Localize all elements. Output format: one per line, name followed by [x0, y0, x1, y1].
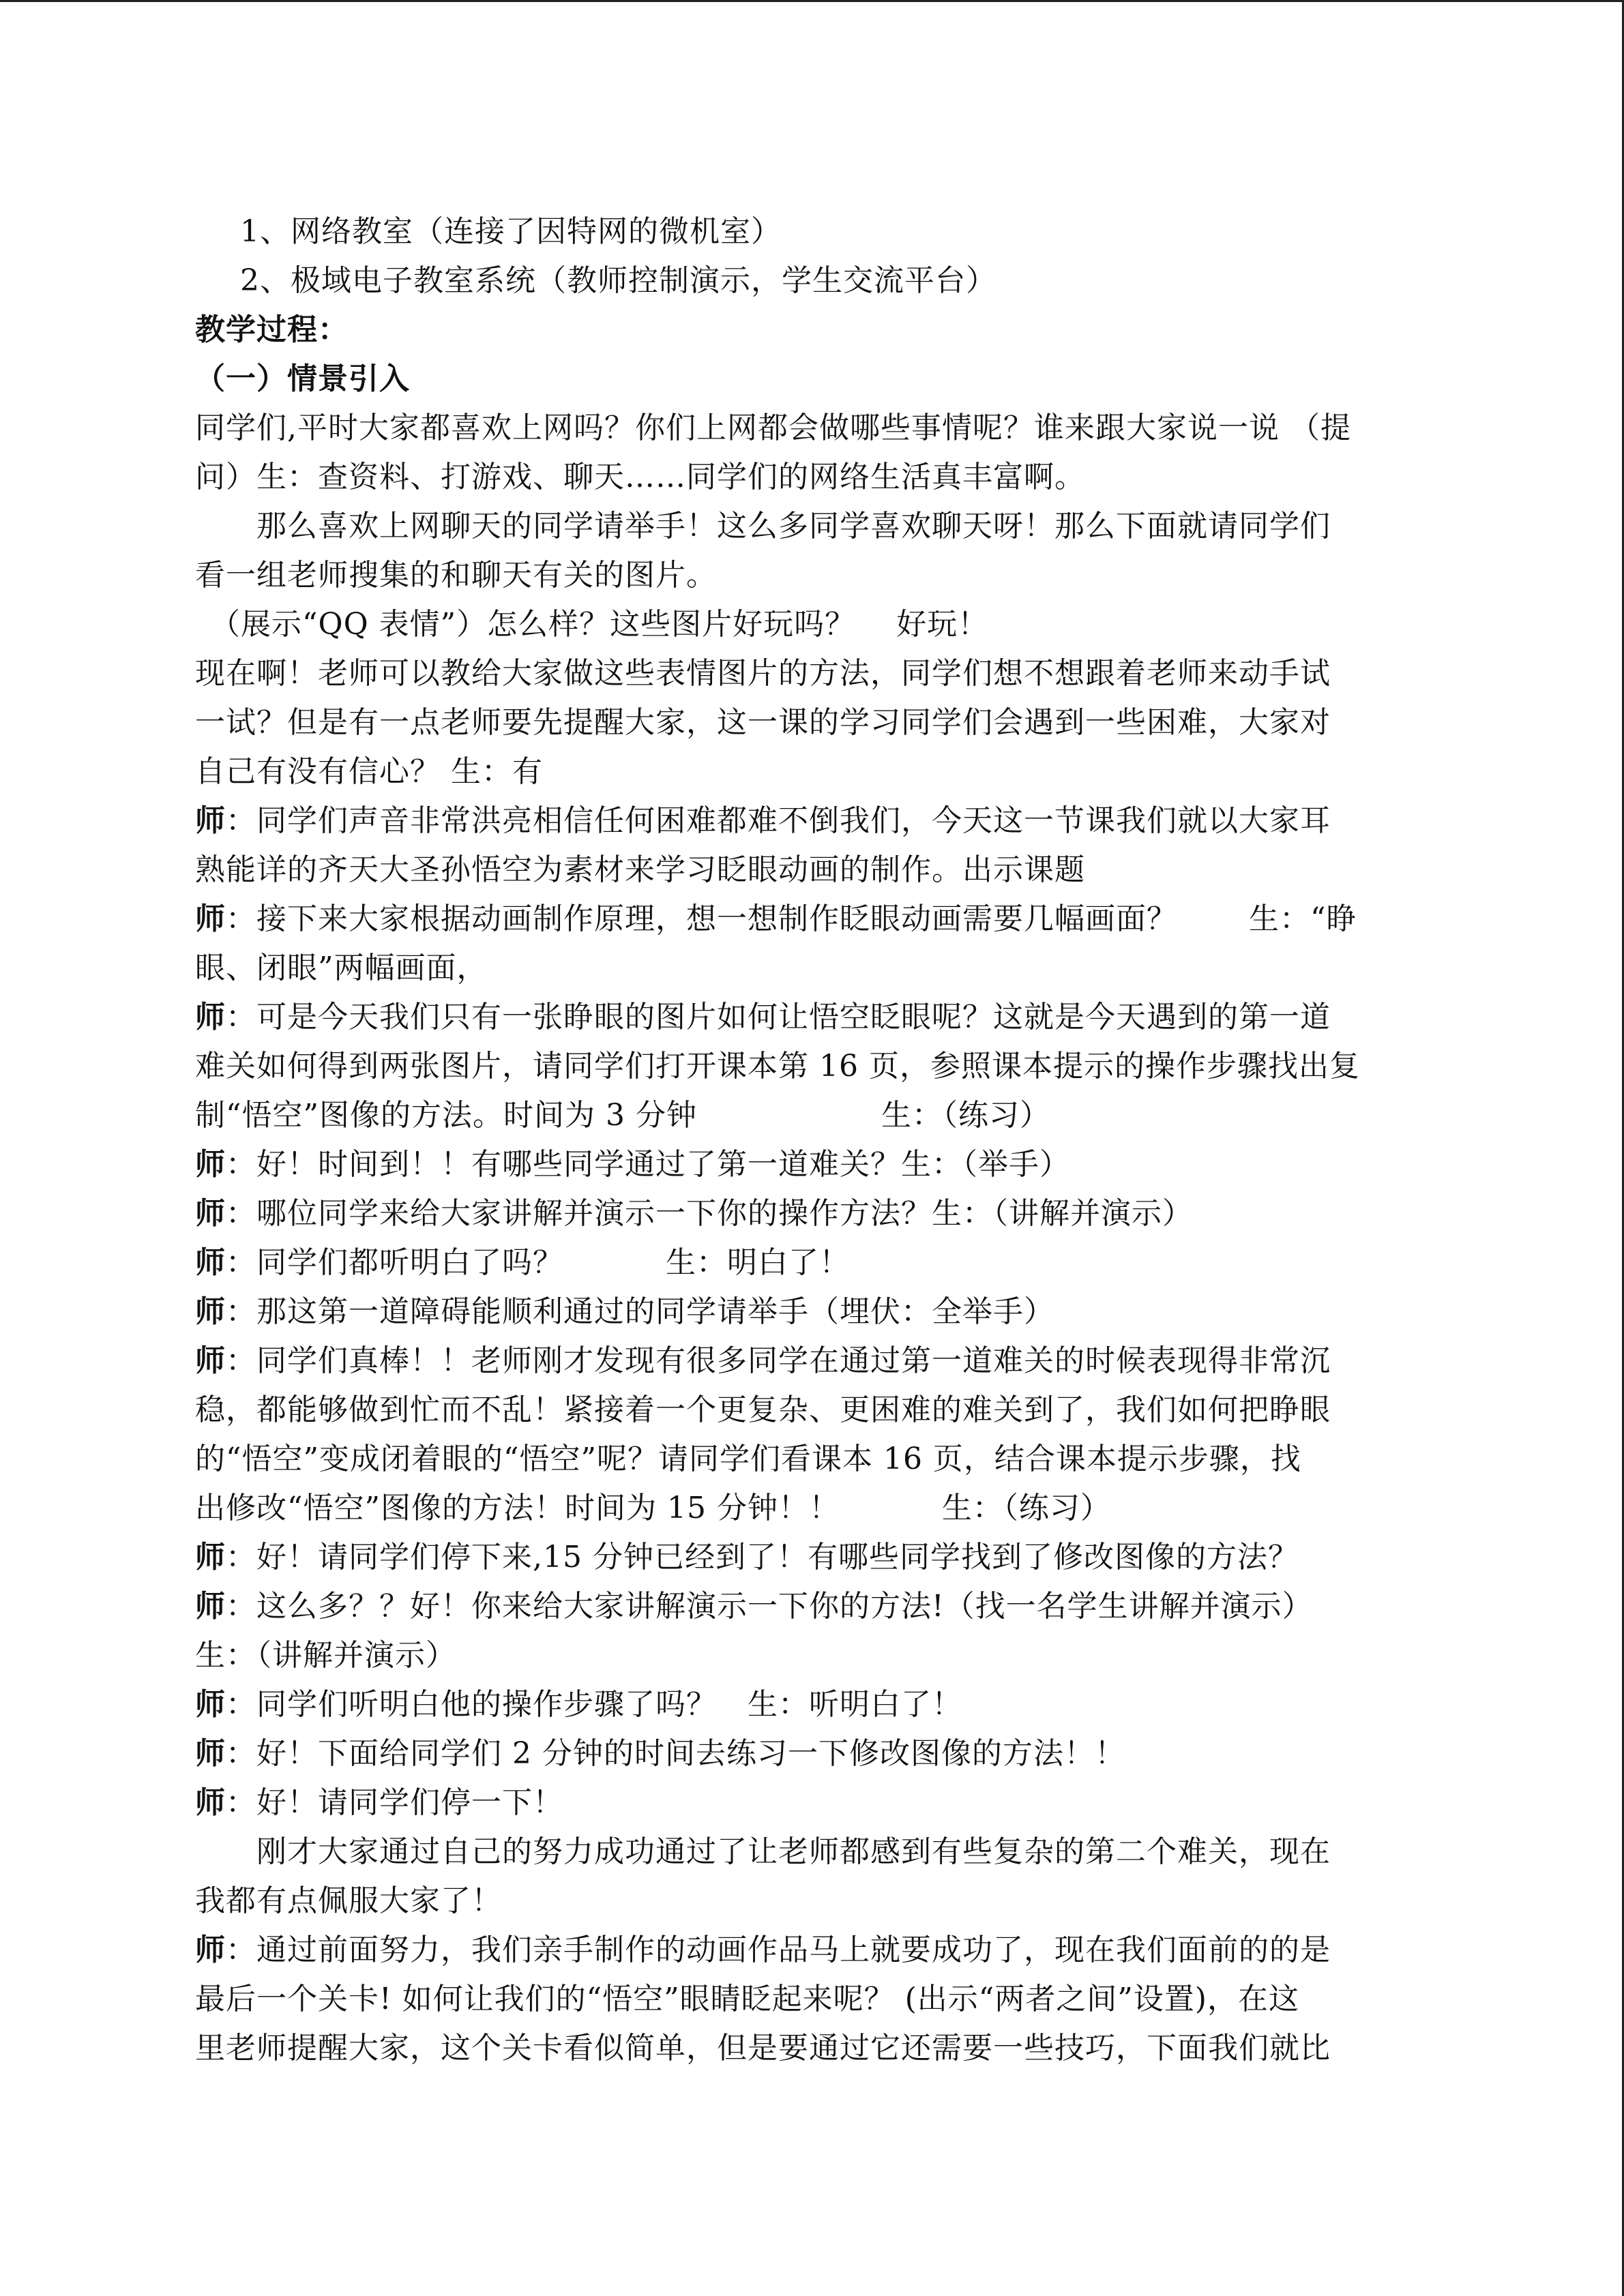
text-line — [195, 1386, 1430, 1435]
text-line — [195, 747, 1430, 796]
line-text: 问）生：查资料、打游戏、聊天……同学们的网络生活真丰富啊。 — [195, 460, 1085, 494]
speaker-label: 师 — [195, 1687, 226, 1722]
text-line — [195, 1484, 1430, 1533]
line-text: ：同学们声音非常洪亮相信任何困难都难不倒我们，今天这一节课我们就以大家耳 — [226, 803, 1331, 838]
speaker-label: 师 — [195, 1196, 226, 1231]
text-line — [195, 453, 1430, 502]
text-line — [195, 1140, 1430, 1189]
line-text: （一）情景引入 — [195, 361, 410, 396]
text-line — [195, 1337, 1430, 1386]
line-text: 稳，都能够做到忙而不乱！紧接着一个更复杂、更困难的难关到了，我们如何把睁眼 — [195, 1392, 1331, 1427]
speaker-label: 师 — [195, 1000, 226, 1034]
line-text: ：同学们真棒！！老师刚才发现有很多同学在通过第一道难关的时候表现得非常沉 — [226, 1343, 1331, 1378]
speaker-label: 师 — [195, 1343, 226, 1378]
speaker-label: 师 — [195, 901, 226, 936]
text-line — [195, 1582, 1430, 1631]
speaker-label: 师 — [195, 803, 226, 838]
line-text: 最后一个关卡! 如何让我们的“悟空”眼睛眨起来呢？ (出示“两者之间”设置)，在这 — [195, 1982, 1299, 2016]
text-line — [195, 2024, 1430, 2073]
text-line — [195, 1189, 1430, 1238]
text-line — [195, 1877, 1430, 1926]
line-text: （展示“QQ 表情”）怎么样？这些图片好玩吗？ 好玩！ — [210, 607, 989, 642]
speaker-label: 师 — [195, 1785, 226, 1820]
line-text: ：这么多？？好！你来给大家讲解演示一下你的方法!（找一名学生讲解并演示） — [226, 1589, 1313, 1624]
text-line — [195, 207, 1430, 256]
document-page — [195, 207, 1430, 2073]
line-text: 自己有没有信心？ 生：有 — [195, 754, 543, 789]
text-line — [195, 502, 1430, 551]
speaker-label: 师 — [195, 1294, 226, 1329]
text-line — [195, 1287, 1430, 1337]
line-text: ：好！时间到！！有哪些同学通过了第一道难关？生：（举手） — [226, 1147, 1070, 1182]
line-text: ：可是今天我们只有一张睁眼的图片如何让悟空眨眼呢？这就是今天遇到的第一道 — [226, 1000, 1331, 1034]
text-line — [195, 256, 1430, 305]
text-line — [195, 796, 1430, 846]
line-text: 刚才大家通过自己的努力成功通过了让老师都感到有些复杂的第二个难关，现在 — [256, 1834, 1331, 1869]
line-text: ：好！下面给同学们 2 分钟的时间去练习一下修改图像的方法！！ — [226, 1736, 1125, 1771]
line-text: ：那这第一道障碍能顺利通过的同学请举手（埋伏：全举手） — [226, 1294, 1054, 1329]
line-text: 现在啊！老师可以教给大家做这些表情图片的方法，同学们想不想跟着老师来动手试 — [195, 656, 1331, 691]
text-line — [195, 698, 1430, 747]
line-text: 熟能详的齐天大圣孙悟空为素材来学习眨眼动画的制作。出示课题 — [195, 852, 1085, 887]
text-line — [195, 1926, 1430, 1975]
speaker-label: 师 — [195, 1933, 226, 1967]
speaker-label: 师 — [195, 1147, 226, 1182]
speaker-label: 师 — [195, 1245, 226, 1280]
text-line — [195, 600, 1430, 649]
line-text: 制“悟空”图像的方法。时间为 3 分钟 生：（练习） — [195, 1098, 1050, 1133]
text-line — [195, 895, 1430, 944]
line-text: 教学过程： — [195, 312, 349, 347]
text-line — [195, 1042, 1430, 1091]
speaker-label: 师 — [195, 1589, 226, 1624]
text-line — [195, 993, 1430, 1042]
line-text: 看一组老师搜集的和聊天有关的图片。 — [195, 558, 717, 593]
text-line — [195, 846, 1430, 895]
line-text: ：同学们听明白他的操作步骤了吗？ 生：听明白了！ — [226, 1687, 962, 1722]
speaker-label: 师 — [195, 1736, 226, 1771]
line-text: 生：（讲解并演示） — [195, 1638, 456, 1673]
line-text: 出修改“悟空”图像的方法！时间为 15 分钟！！ 生：（练习） — [195, 1491, 1111, 1525]
line-text: 1、网络教室（连接了因特网的微机室） — [240, 214, 782, 249]
line-text: 同学们,平时大家都喜欢上网吗？你们上网都会做哪些事情呢？谁来跟大家说一说 （提 — [195, 411, 1351, 445]
text-line — [195, 404, 1430, 453]
text-line — [195, 1828, 1430, 1877]
text-line — [195, 551, 1430, 600]
line-text: ：同学们都听明白了吗？ 生：明白了！ — [226, 1245, 850, 1280]
text-line — [195, 1238, 1430, 1287]
text-line — [195, 1533, 1430, 1582]
line-text: ：通过前面努力，我们亲手制作的动画作品马上就要成功了，现在我们面前的的是 — [226, 1933, 1331, 1967]
text-line — [195, 649, 1430, 698]
line-text: ：哪位同学来给大家讲解并演示一下你的操作方法？生：（讲解并演示） — [226, 1196, 1193, 1231]
section-heading — [195, 305, 1430, 355]
line-text: ：好！请同学们停一下！ — [226, 1785, 563, 1820]
page-border-top — [0, 0, 1624, 2]
text-line — [195, 1729, 1430, 1778]
line-text: 眼、闭眼”两幅画面， — [195, 951, 488, 985]
text-line — [195, 1091, 1430, 1140]
line-text: ：接下来大家根据动画制作原理，想一想制作眨眼动画需要几幅画面？ 生：“睁 — [226, 901, 1357, 936]
text-line — [195, 1435, 1430, 1484]
text-line — [195, 1975, 1430, 2024]
line-text: 一试？但是有一点老师要先提醒大家，这一课的学习同学们会遇到一些困难，大家对 — [195, 705, 1331, 740]
line-text: 那么喜欢上网聊天的同学请举手！这么多同学喜欢聊天呀！那么下面就请同学们 — [256, 509, 1331, 543]
text-line — [195, 1680, 1430, 1729]
text-line — [195, 944, 1430, 993]
line-text: 我都有点佩服大家了！ — [195, 1883, 502, 1918]
line-text: 难关如何得到两张图片，请同学们打开课本第 16 页，参照课本提示的操作步骤找出复 — [195, 1049, 1360, 1084]
section-heading — [195, 355, 1430, 404]
line-text: ：好！请同学们停下来,15 分钟已经到了！有哪些同学找到了修改图像的方法？ — [226, 1540, 1299, 1575]
line-text: 2、极域电子教室系统（教师控制演示，学生交流平台） — [240, 263, 996, 298]
text-line — [195, 1631, 1430, 1680]
line-text: 的“悟空”变成闭着眼的“悟空”呢？请同学们看课本 16 页，结合课本提示步骤，找 — [195, 1442, 1301, 1476]
line-text: 里老师提醒大家，这个关卡看似简单，但是要通过它还需要一些技巧，下面我们就比 — [195, 2031, 1331, 2066]
text-line — [195, 1778, 1430, 1828]
speaker-label: 师 — [195, 1540, 226, 1575]
